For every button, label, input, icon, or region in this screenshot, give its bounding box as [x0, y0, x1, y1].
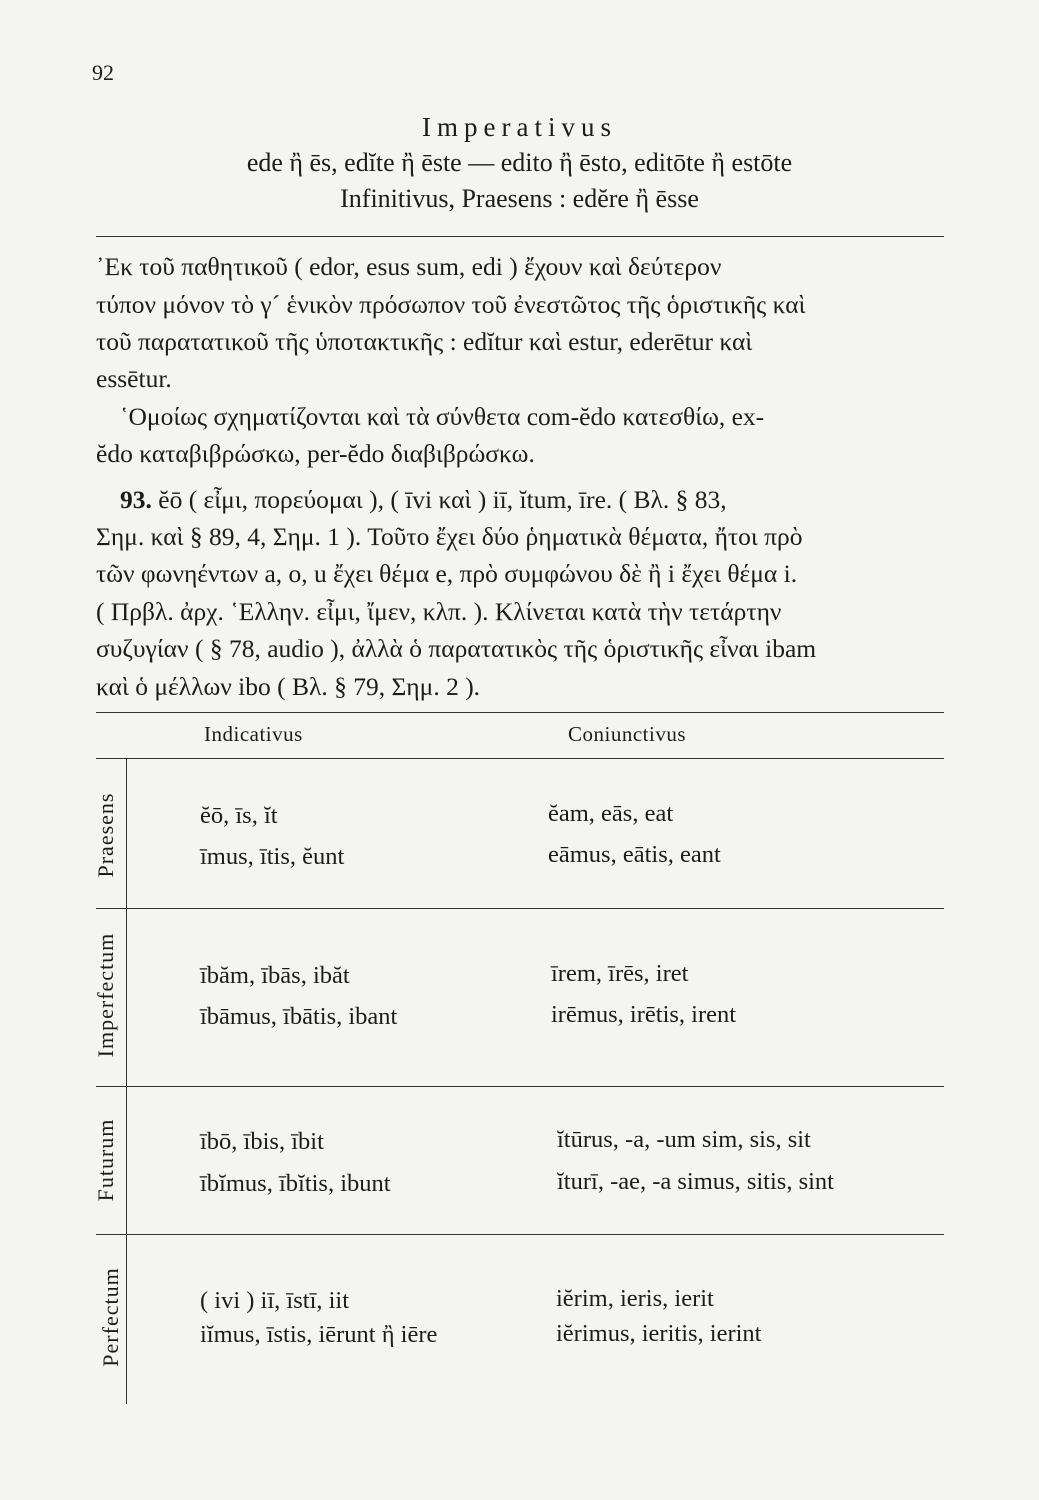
- section-93-line: Σημ. καὶ § 89, 4, Σημ. 1 ). Τοῦτο ἔχει δύο ῥηματικὰ θέματα, ἤτοι πρὸ: [96, 522, 803, 551]
- indicative-form: ībĭmus, ībĭtis, ibunt: [200, 1170, 391, 1197]
- column-header-subjunctive: Coniunctivus: [568, 722, 687, 746]
- row-label-perfectum: Perfectum: [98, 1267, 123, 1367]
- indicative-form: īmus, ītis, ĕunt: [200, 843, 345, 870]
- infinitive-forms: Infinitivus, Praesens : edĕre ἢ ēsse: [340, 184, 699, 213]
- row-separator-line: [126, 908, 127, 1086]
- indicative-form: ( ivi ) iī, īstī, iit: [200, 1287, 350, 1314]
- row-divider: [96, 1086, 944, 1087]
- subjunctive-form: iĕrimus, ieritis, ierint: [556, 1320, 762, 1347]
- section-93-line: ( Πρβλ. ἀρχ. ῾Ελλην. εἶμι, ἴμεν, κλπ. ). Κλίνεται κατὰ τὴν τετάρτην: [96, 597, 782, 626]
- indicative-form: ībăm, ībās, ibăt: [200, 962, 350, 989]
- subjunctive-form: iĕrim, ieris, ierit: [556, 1285, 714, 1312]
- subjunctive-form: ĕam, eās, eat: [548, 800, 674, 827]
- subjunctive-form: ĭturī, -ae, -a simus, sitis, sint: [557, 1168, 834, 1195]
- indicative-form: iĭmus, īstis, iērunt ἢ iēre: [200, 1321, 438, 1348]
- paragraph-line: ĕdo καταβιβρώσκω, per-ĕdo διαβιβρώσκω.: [96, 439, 535, 468]
- indicative-form: ĕō, īs, ĭt: [200, 802, 278, 829]
- paragraph-line: τοῦ παρατατικοῦ τῆς ὑποτακτικῆς : edĭtur καὶ estur, ederētur καὶ: [96, 327, 753, 356]
- heading-title: Imperativus: [422, 112, 617, 142]
- subjunctive-form: irēmus, irētis, irent: [551, 1001, 737, 1028]
- section-93-line: τῶν φωνηέντων a, o, u ἔχει θέμα e, πρὸ συμφώνου δὲ ἢ i ἔχει θέμα i.: [96, 559, 798, 588]
- row-divider: [96, 908, 944, 909]
- indicative-form: ībō, ībis, ībit: [200, 1128, 324, 1155]
- subjunctive-form: ĭtūrus, -a, -um sim, sis, sit: [557, 1126, 811, 1153]
- row-label-futurum: Futurum: [93, 1118, 118, 1202]
- paragraph-line: τύπον μόνον τὸ γ´ ἑνικὸν πρόσωπον τοῦ ἐνεστῶτος τῆς ὁριστικῆς καὶ: [96, 290, 806, 319]
- paragraph-line: essētur.: [96, 364, 172, 393]
- section-93-line: καὶ ὁ μέλλων ibo ( Βλ. § 79, Σημ. 2 ).: [96, 672, 481, 701]
- row-divider: [96, 1234, 944, 1235]
- row-separator-line: [126, 1234, 127, 1404]
- paragraph-line: ᾿Εκ τοῦ παθητικοῦ ( edor, esus sum, edi ) ἔχουν καὶ δεύτερον: [96, 252, 722, 281]
- table-header-rule: [96, 758, 944, 759]
- section-93-line: [120, 485, 727, 515]
- divider: [96, 236, 944, 237]
- table-top-rule: [96, 712, 944, 713]
- section-number: 93.: [120, 485, 152, 514]
- row-separator-line: [126, 758, 127, 908]
- row-separator-line: [126, 1086, 127, 1234]
- subjunctive-form: eāmus, eātis, eant: [548, 841, 721, 868]
- row-label-praesens: Praesens: [93, 792, 118, 878]
- column-header-indicative: Indicativus: [204, 722, 303, 746]
- row-label-imperfectum: Imperfectum: [93, 932, 118, 1058]
- subjunctive-form: īrem, īrēs, iret: [551, 960, 689, 987]
- paragraph-line: ῾Ομοίως σχηματίζονται καὶ τὰ σύνθετα com-ĕdo κατεσθίω, ex-: [120, 402, 765, 431]
- section-93-line: συζυγίαν ( § 78, audio ), ἀλλὰ ὁ παρατατικὸς τῆς ὁριστικῆς εἶναι ibam: [96, 634, 817, 663]
- section-text: ĕō ( εἶμι, πορεύομαι ), ( īvi καὶ ) iī, ĭtum, īre. ( Βλ. § 83,: [151, 485, 727, 514]
- page-number: 92: [92, 60, 114, 85]
- imperative-forms: ede ἢ ēs, edĭte ἢ ēste — edito ἢ ēsto, editōte ἢ estōte: [246, 148, 793, 177]
- indicative-form: ībāmus, ībātis, ibant: [200, 1003, 398, 1030]
